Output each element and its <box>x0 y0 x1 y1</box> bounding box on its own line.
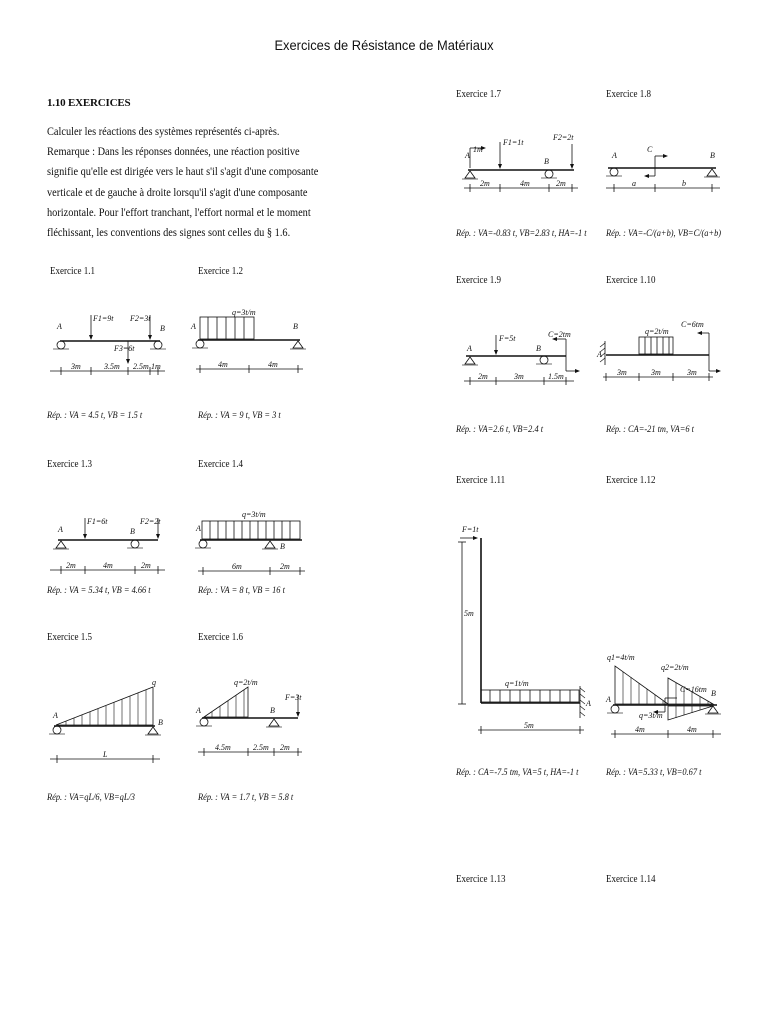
section-heading: 1.10 EXERCICES <box>47 97 131 109</box>
exercise-1-2-label: Exercice 1.2 <box>198 266 243 277</box>
fig-text: a <box>632 179 636 188</box>
fig-text: B <box>158 718 163 727</box>
exercise-1-6-answer: Rép. : VA = 1.7 t, VB = 5.8 t <box>198 793 294 803</box>
exercise-1-11-label: Exercice 1.11 <box>456 475 506 486</box>
exercise-1-6-figure <box>190 673 310 768</box>
fig-text: 2m <box>66 561 76 570</box>
fig-text: F=3t <box>285 693 302 702</box>
fig-text: 3.5m <box>104 362 120 371</box>
fig-text: A <box>53 711 58 720</box>
exercise-1-14-label: Exercice 1.14 <box>606 874 656 885</box>
fig-text: b <box>682 179 686 188</box>
fig-text: 1m <box>151 362 161 371</box>
fig-text: B <box>536 344 541 353</box>
fig-text: q <box>152 678 156 687</box>
exercise-1-7-figure <box>456 128 591 203</box>
fig-text: F1=9t <box>93 314 114 323</box>
page-title: Exercices de Résistance de Matériaux <box>274 37 494 53</box>
exercise-1-4-figure <box>190 505 310 580</box>
fig-text: 2m <box>478 372 488 381</box>
fig-text: F1=6t <box>87 517 108 526</box>
intro-line: horizontale. Pour l'effort tranchant, l'effort normal et le moment <box>47 206 311 219</box>
exercise-1-8-label: Exercice 1.8 <box>606 89 651 100</box>
fig-text: F=1t <box>462 525 479 534</box>
fig-text: q=3t/m <box>232 308 256 317</box>
exercise-1-11-figure <box>450 518 600 748</box>
intro-line: fléchissant, les conventions des signes sont celles du § 1.6. <box>47 227 291 240</box>
fig-text: C=6tm <box>681 320 704 329</box>
fig-text: 4m <box>218 360 228 369</box>
fig-text: F2=3t <box>130 314 151 323</box>
exercise-1-13-label: Exercice 1.13 <box>456 874 506 885</box>
fig-text: A <box>467 344 472 353</box>
exercise-1-12-label: Exercice 1.12 <box>606 475 656 486</box>
fig-text: F=5t <box>499 334 516 343</box>
fig-text: 2m <box>141 561 151 570</box>
fig-text: 1m <box>473 145 483 154</box>
exercise-1-5-label: Exercice 1.5 <box>47 632 92 643</box>
fig-text: A <box>57 322 62 331</box>
exercise-1-8-answer: Rép. : VA=-C/(a+b), VB=C/(a+b) <box>606 229 722 239</box>
exercise-1-9-answer: Rép. : VA=2.6 t, VB=2.4 t <box>456 425 544 435</box>
fig-text: B <box>280 542 285 551</box>
exercise-1-7-label: Exercice 1.7 <box>456 89 501 100</box>
intro-paragraph <box>47 122 317 243</box>
fig-text: 4m <box>687 725 697 734</box>
fig-text: A <box>58 525 63 534</box>
fig-text: 2.5m <box>133 362 149 371</box>
exercise-1-10-figure <box>595 313 725 388</box>
fig-text: A <box>586 699 591 708</box>
fig-text: 6m <box>232 562 242 571</box>
intro-line: verticale et de gauche à droite lorsqu'il s'agit d'une composante <box>47 186 308 199</box>
fig-text: 2m <box>556 179 566 188</box>
exercise-1-4-answer: Rép. : VA = 8 t, VB = 16 t <box>198 586 285 596</box>
fig-text: L <box>103 750 108 759</box>
fig-text: 3m <box>651 368 661 377</box>
fig-text: q=2t/m <box>645 327 669 336</box>
fig-text: A <box>606 695 611 704</box>
fig-text: 2m <box>480 179 490 188</box>
fig-text: q=2t/m <box>234 678 258 687</box>
exercise-1-3-label: Exercice 1.3 <box>47 459 92 470</box>
exercise-1-1-answer: Rép. : VA = 4.5 t, VB = 1.5 t <box>47 411 143 421</box>
fig-text: 5m <box>524 721 534 730</box>
exercise-1-9-figure <box>456 325 586 400</box>
fig-text: 2m <box>280 562 290 571</box>
fig-text: B <box>711 689 716 698</box>
fig-text: A <box>597 350 602 359</box>
fig-text: A <box>465 151 470 160</box>
exercise-1-3-figure <box>40 508 170 583</box>
fig-text: B <box>293 322 298 331</box>
fig-text: B <box>130 527 135 536</box>
fig-text: 3m <box>617 368 627 377</box>
exercise-1-1-label: Exercice 1.1 <box>50 266 95 277</box>
fig-text: 3m <box>687 368 697 377</box>
fig-text: C <box>647 145 653 154</box>
fig-text: q=1t/m <box>505 679 529 688</box>
intro-line: Remarque : Dans les réponses données, une réaction positive <box>47 146 300 159</box>
exercise-1-5-answer: Rép. : VA=qL/6, VB=qL/3 <box>47 793 135 803</box>
intro-line: signifie qu'elle est dirigée vers le haut s'il s'agit d'une composante <box>47 166 319 179</box>
fig-text: B <box>544 157 549 166</box>
fig-text: q=3t/m <box>242 510 266 519</box>
fig-text: q=3t/m <box>639 711 663 720</box>
fig-text: B <box>710 151 715 160</box>
exercise-1-10-label: Exercice 1.10 <box>606 275 656 286</box>
exercise-1-11-answer: Rép. : CA=-7.5 tm, VA=5 t, HA=-1 t <box>456 768 579 778</box>
fig-text: 4m <box>268 360 278 369</box>
exercise-1-5-figure <box>40 673 170 773</box>
fig-text: F3=6t <box>114 344 135 353</box>
exercise-1-2-answer: Rép. : VA = 9 t, VB = 3 t <box>198 411 281 421</box>
fig-text: A <box>191 322 196 331</box>
fig-text: 4.5m <box>215 743 231 752</box>
exercise-1-10-answer: Rép. : CA=-21 tm, VA=6 t <box>606 425 694 435</box>
exercise-1-7-answer: Rép. : VA=-0.83 t, VB=2.83 t, HA=-1 t <box>456 229 587 239</box>
exercise-1-12-figure <box>603 648 728 743</box>
exercise-1-1-figure <box>40 305 175 380</box>
fig-text: A <box>196 524 201 533</box>
fig-text: 2.5m <box>253 743 269 752</box>
fig-text: F1=1t <box>503 138 524 147</box>
fig-text: 3m <box>514 372 524 381</box>
fig-text: C=16tm <box>680 685 707 694</box>
fig-text: q2=2t/m <box>661 663 689 672</box>
fig-text: B <box>270 706 275 715</box>
exercise-1-9-label: Exercice 1.9 <box>456 275 501 286</box>
fig-text: q1=4t/m <box>607 653 635 662</box>
exercise-1-2-figure <box>188 305 313 380</box>
fig-text: A <box>612 151 617 160</box>
exercise-1-6-label: Exercice 1.6 <box>198 632 243 643</box>
exercise-1-8-figure <box>600 138 725 198</box>
fig-text: 3m <box>71 362 81 371</box>
intro-line: Calculer les réactions des systèmes représentés ci-après. <box>47 126 280 138</box>
fig-text: C=2tm <box>548 330 571 339</box>
fig-text: 4m <box>520 179 530 188</box>
fig-text: A <box>196 706 201 715</box>
exercise-1-4-label: Exercice 1.4 <box>198 459 243 470</box>
fig-text: F2=2t <box>553 133 574 142</box>
fig-text: 5m <box>464 609 474 618</box>
fig-text: 4m <box>103 561 113 570</box>
fig-text: 1.5m <box>548 372 564 381</box>
exercise-1-12-answer: Rép. : VA=5.33 t, VB=0.67 t <box>606 768 702 778</box>
exercise-1-3-answer: Rép. : VA = 5.34 t, VB = 4.66 t <box>47 586 151 596</box>
fig-text: 4m <box>635 725 645 734</box>
fig-text: B <box>160 324 165 333</box>
fig-text: F2=2t <box>140 517 161 526</box>
fig-text: 2m <box>280 743 290 752</box>
